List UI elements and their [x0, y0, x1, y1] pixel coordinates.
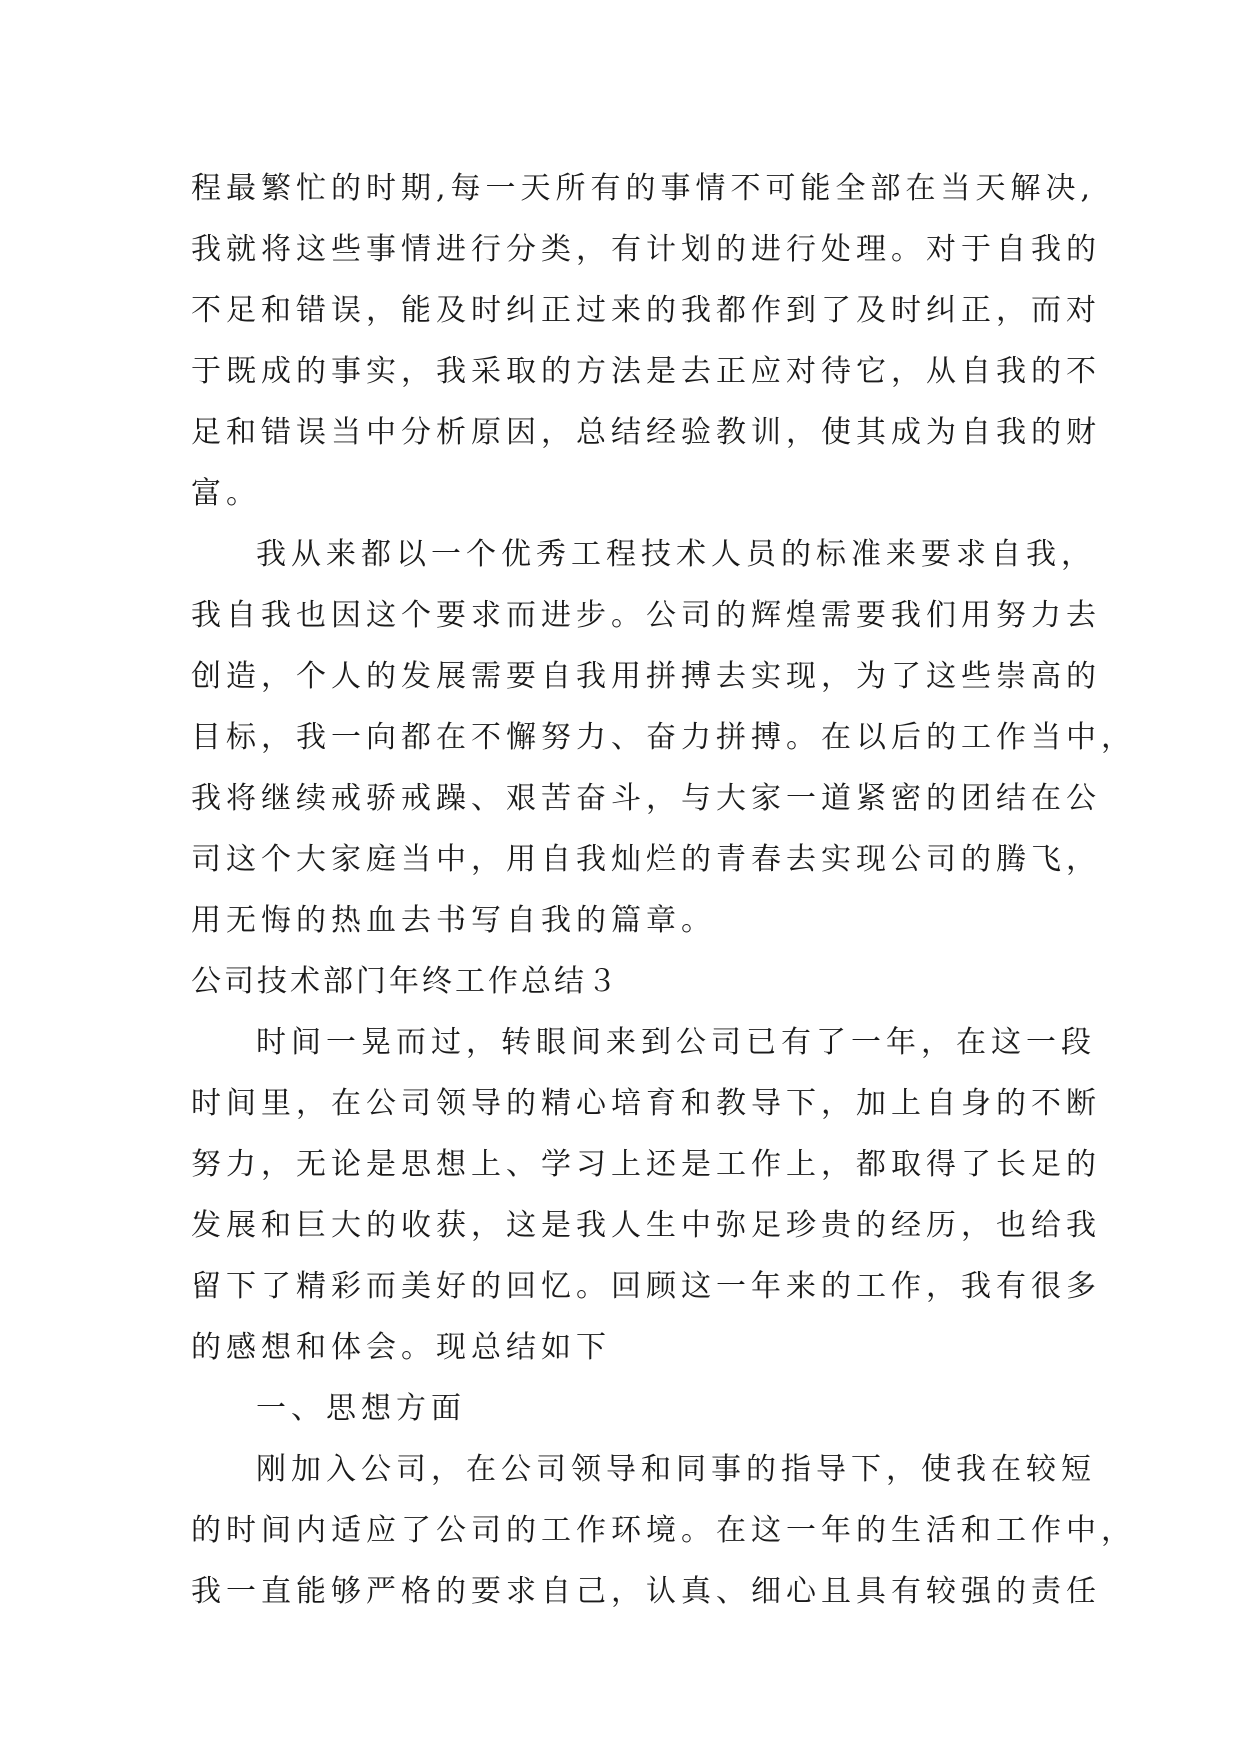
text-line: 我就将这些事情进行分类，有计划的进行处理。对于自我的: [191, 232, 1101, 267]
paragraph-intro: [191, 1012, 1101, 1378]
text-line: 富。: [191, 476, 261, 511]
paragraph-thought: [191, 1439, 1136, 1622]
paragraph-continued: [191, 158, 1101, 524]
text-line: 刚加入公司，在公司领导和同事的指导下，使我在较短: [256, 1452, 1096, 1487]
subheading-thought: 一、思想方面: [256, 1391, 466, 1426]
text-line: 留下了精彩而美好的回忆。回顾这一年来的工作，我有很多: [191, 1269, 1101, 1304]
section-title: 公司技术部门年终工作总结３: [191, 964, 620, 999]
text-line: 我从来都以一个优秀工程技术人员的标准来要求自我，: [256, 537, 1096, 572]
text-line: 司这个大家庭当中，用自我灿烂的青春去实现公司的腾飞，: [191, 842, 1101, 877]
text-line: 的感想和体会。现总结如下: [191, 1330, 611, 1365]
text-line: 创造，个人的发展需要自我用拼搏去实现，为了这些崇高的: [191, 659, 1101, 694]
text-line: 的时间内适应了公司的工作环境。在这一年的生活和工作中，: [191, 1513, 1136, 1548]
text-line: 我一直能够严格的要求自己，认真、细心且具有较强的责任: [191, 1574, 1101, 1609]
text-line: 目标，我一向都在不懈努力、奋力拼搏。在以后的工作当中，: [191, 720, 1136, 755]
paragraph-standard: [191, 524, 1136, 951]
text-line: 努力，无论是思想上、学习上还是工作上，都取得了长足的: [191, 1147, 1101, 1182]
text-line: 足和错误当中分析原因，总结经验教训，使其成为自我的财: [191, 415, 1101, 450]
text-line: 时间里，在公司领导的精心培育和教导下，加上自身的不断: [191, 1086, 1101, 1121]
document-body: [191, 158, 1136, 1622]
text-line: 不足和错误，能及时纠正过来的我都作到了及时纠正，而对: [191, 293, 1101, 328]
text-line: 用无悔的热血去书写自我的篇章。: [191, 903, 716, 938]
text-line: 发展和巨大的收获，这是我人生中弥足珍贵的经历，也给我: [191, 1208, 1101, 1243]
text-line: 程最繁忙的时期,每一天所有的事情不可能全部在当天解决,: [191, 171, 1096, 206]
text-line: 于既成的事实，我采取的方法是去正应对待它，从自我的不: [191, 354, 1101, 389]
text-line: 我自我也因这个要求而进步。公司的辉煌需要我们用努力去: [191, 598, 1101, 633]
text-line: 时间一晃而过，转眼间来到公司已有了一年，在这一段: [256, 1025, 1096, 1060]
text-line: 我将继续戒骄戒躁、艰苦奋斗，与大家一道紧密的团结在公: [191, 781, 1101, 816]
